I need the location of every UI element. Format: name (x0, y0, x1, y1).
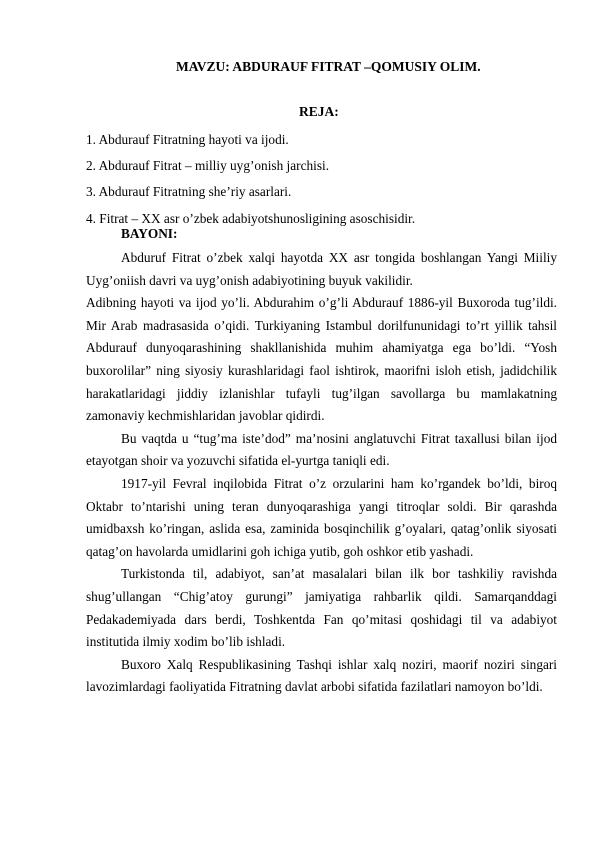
paragraph: Abduruf Fitrat o’zbek xalqi hayotda XX asr tongida boshlangan Yangi Miiliy Uyg’oniish davri va uyg’onish adabiyotining buyuk vakilidir. (86, 250, 557, 288)
section-heading: BAYONI: (121, 226, 178, 241)
paragraph: Turkistonda til, adabiyot, san’at masalalari bilan ilk bor tashkiliy ravishda shug’ullangan “Chig’atoy gurungi” jamiyatiga rahbarlik qildi. Samarqanddagi Pedakademiyada dars berdi, Toshkentda Fan qo’mitasi qoshidagi til va adabiyot institutida ilmiy xodim bo’lib ishladi. (86, 566, 557, 650)
paragraph: Bu vaqtda u “tug’ma iste’dod” ma’nosini anglatuvchi Fitrat taxallusi bilan ijod etayotgan shoir va yozuvchi sifatida el-yurtga taniqli edi. (86, 430, 557, 469)
page-title: MAVZU: ABDURAUF FITRAT –QOMUSIY OLIM. (176, 59, 481, 74)
paragraph: Adibning hayoti va ijod yo’li. Abdurahim o’g’li Abdurauf 1886-yil Buxoroda tug’ildi. Mir Arab madrasasida o’qidi. Turkiyaning Istambul dorilfununidagi to’rt yillik tahsil Abdurauf dunyoqarashining shakllanishida muhim ahamiyatga ega bo’ldi. “Yosh buxorolilar” ning siyosiy kurashlaridagi faol ishtirok, maorifni isloh etish, jadidchilik harakatlaridagi jiddiy izlanishlar tufayli tug’ilgan savollarga bu mamlakatning zamonaviy kechmishlaridan javoblar qidirdi. (86, 295, 557, 424)
plan-list (86, 127, 566, 232)
plan-item: 3. Abdurauf Fitratning she’riy asarlari. (86, 184, 292, 200)
plan-item: 4. Fitrat – XX asr o’zbek adabiyotshunosligining asoschisidir. (86, 210, 416, 226)
body-text (86, 247, 557, 699)
paragraph: Buxoro Xalq Respublikasining Tashqi ishlar xalq noziri, maorif noziri singari lavozimlardagi faoliyatida Fitratning davlat arbobi sifatida fazilatlari namoyon bo’ldi. (86, 656, 557, 695)
paragraph: 1917-yil Fevral inqilobida Fitrat o’z orzularini ham ko’rgandek bo’ldi, biroq Oktabr to’ntarishi uning teran dunyoqarashiga yangi titroqlar soldi. Bir qarashda umidbaxsh ko’ringan, aslida esa, zaminida bosqinchilik g’oyalari, qatag’onlik siyosati qatag’on havolarda umidlarini goh ichiga yutib, goh oshkor etib yashadi. (86, 475, 557, 559)
plan-item: 2. Abdurauf Fitrat – milliy uyg’onish jarchisi. (86, 158, 330, 174)
plan-item: 1. Abdurauf Fitratning hayoti va ijodi. (86, 132, 289, 147)
plan-heading: REJA: (299, 104, 339, 119)
